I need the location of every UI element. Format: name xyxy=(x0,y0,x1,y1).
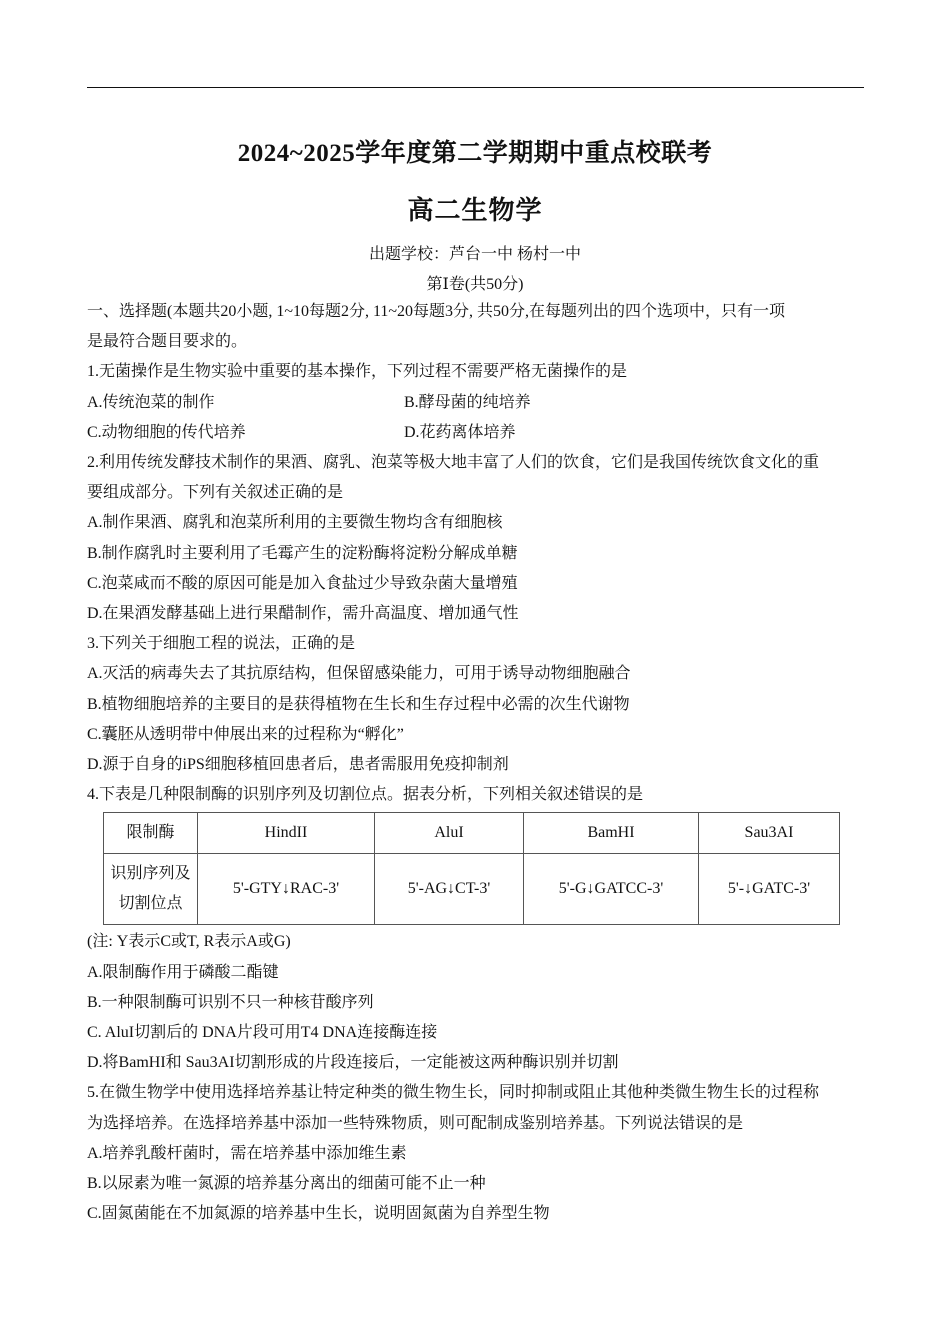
exam-title: 2024~2025学年度第二学期期中重点校联考 xyxy=(237,140,713,167)
option-c: C.动物细胞的传代培养 xyxy=(87,423,246,441)
question-1-stem: 1.无菌操作是生物实验中重要的基本操作，下列过程不需要严格无菌操作的是 xyxy=(87,363,628,381)
exam-body xyxy=(87,297,864,1229)
option-b: B.以尿素为唯一氮源的培养基分离出的细菌可能不止一种 xyxy=(87,1175,486,1193)
table-note: (注: Y表示C或T, R表示A或G) xyxy=(87,933,291,951)
question-1-options-row-2 xyxy=(87,418,864,448)
table-header-label: 限制酶 xyxy=(104,813,198,854)
option-d: D.将BamHI和 Sau3AI切割形成的片段连接后，一定能被这两种酶识别并切割 xyxy=(87,1054,619,1072)
table-row-label xyxy=(104,854,198,925)
question-2-stem: 2.利用传统发酵技术制作的果酒、腐乳、泡菜等极大地丰富了人们的饮食，它们是我国传统饮食文化的重 xyxy=(87,454,820,472)
section-instructions-cont: 是最符合题目要求的。 xyxy=(87,333,248,351)
option-a: A.制作果酒、腐乳和泡菜所利用的主要微生物均含有细胞核 xyxy=(87,514,503,532)
option-b: B.酵母菌的纯培养 xyxy=(404,393,531,411)
question-4-stem: 4.下表是几种限制酶的识别序列及切割位点。据表分析，下列相关叙述错误的是 xyxy=(87,786,644,804)
recognition-site: 5'-AG↓CT-3' xyxy=(375,854,524,925)
subject-title: 高二生物学 xyxy=(407,196,543,225)
option-c: C.泡菜咸而不酸的原因可能是加入食盐过少导致杂菌大量增殖 xyxy=(87,574,518,592)
enzyme-name: AluI xyxy=(375,813,524,854)
question-5-stem-cont: 为选择培养。在选择培养基中添加一些特殊物质，则可配制成鉴别培养基。下列说法错误的是 xyxy=(87,1114,744,1132)
option-c: C. AluI切割后的 DNA片段可用T4 DNA连接酶连接 xyxy=(87,1024,438,1042)
option-b: B.植物细胞培养的主要目的是获得植物在生长和生存过程中必需的次生代谢物 xyxy=(87,695,630,713)
option-d: D.花药离体培养 xyxy=(404,423,516,441)
section-instructions: 一、选择题(本题共20小题, 1~10每题2分, 11~20每题3分, 共50分,在每题列出的四个选项中，只有一项 xyxy=(87,303,786,320)
option-d: D.在果酒发酵基础上进行果醋制作，需升高温度、增加通气性 xyxy=(87,605,519,623)
enzyme-name: HindII xyxy=(198,813,375,854)
header-rule xyxy=(87,87,864,88)
row-label-line-1: 识别序列及 xyxy=(110,865,191,883)
option-d: D.源于自身的iPS细胞移植回患者后，患者需服用免疫抑制剂 xyxy=(87,756,509,774)
question-3-stem: 3.下列关于细胞工程的说法，正确的是 xyxy=(87,635,356,653)
question-1-options-row-1 xyxy=(87,388,864,418)
option-a: A.传统泡菜的制作 xyxy=(87,393,215,411)
enzyme-name: BamHI xyxy=(524,813,699,854)
option-b: B.制作腐乳时主要利用了毛霉产生的淀粉酶将淀粉分解成单糖 xyxy=(87,544,518,562)
restriction-enzyme-table xyxy=(103,812,840,925)
table-data-row xyxy=(104,854,840,925)
question-5-stem: 5.在微生物学中使用选择培养基让特定种类的微生物生长，同时抑制或阻止其他种类微生物生长的过程称 xyxy=(87,1084,820,1102)
table-header-row xyxy=(104,813,840,854)
row-label-line-2: 切割位点 xyxy=(118,895,183,913)
option-a: A.培养乳酸杆菌时，需在培养基中添加维生素 xyxy=(87,1144,407,1162)
option-a: A.灭活的病毒失去了其抗原结构，但保留感染能力，可用于诱导动物细胞融合 xyxy=(87,665,631,683)
option-c: C.固氮菌能在不加氮源的培养基中生长，说明固氮菌为自养型生物 xyxy=(87,1205,550,1223)
part-heading: 第Ⅰ卷(共50分) xyxy=(426,276,524,293)
enzyme-name: Sau3AI xyxy=(699,813,840,854)
option-b: B.一种限制酶可识别不只一种核苷酸序列 xyxy=(87,993,374,1011)
source-schools: 出题学校：芦台一中 杨村一中 xyxy=(368,246,581,263)
recognition-site: 5'-G↓GATCC-3' xyxy=(524,854,699,925)
recognition-site: 5'-↓GATC-3' xyxy=(699,854,840,925)
question-2-stem-cont: 要组成部分。下列有关叙述正确的是 xyxy=(87,484,344,502)
option-c: C.囊胚从透明带中伸展出来的过程称为“孵化” xyxy=(87,725,404,743)
recognition-site: 5'-GTY↓RAC-3' xyxy=(198,854,375,925)
option-a: A.限制酶作用于磷酸二酯键 xyxy=(87,963,279,981)
